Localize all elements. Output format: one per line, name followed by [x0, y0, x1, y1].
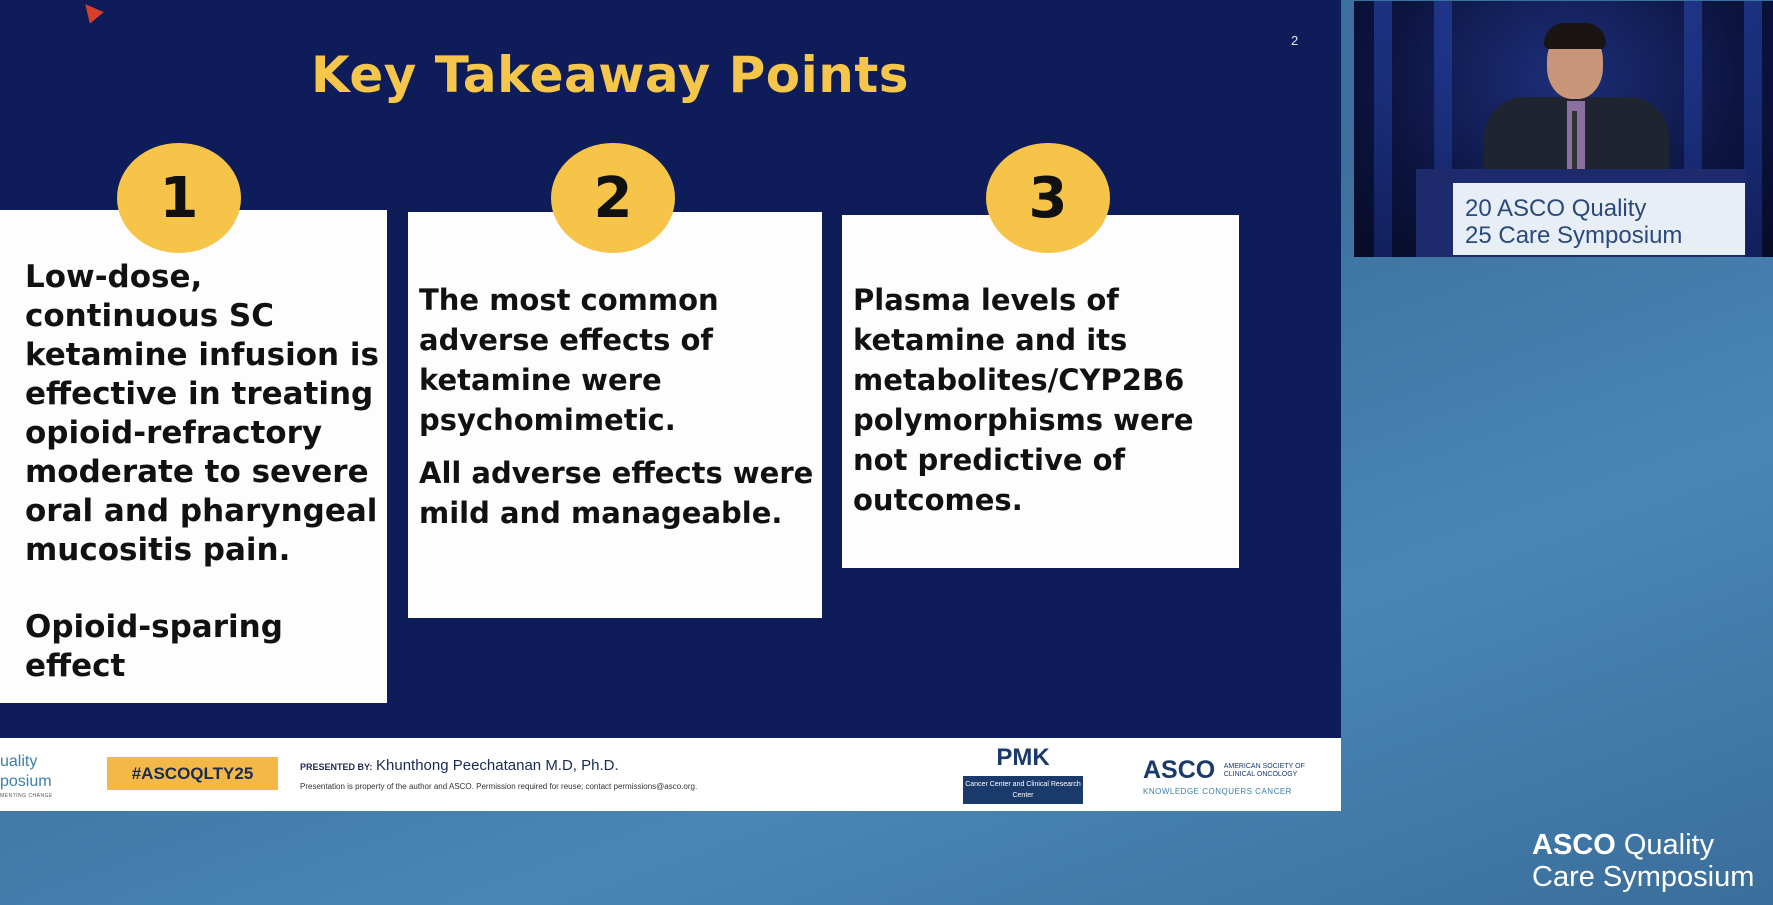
speaker-video-feed — [1354, 1, 1773, 257]
stage-light-stripe — [1744, 1, 1762, 257]
brand-line-1 — [1532, 829, 1754, 861]
slide-title: Key Takeaway Points — [310, 46, 910, 104]
takeaway-card-3-text — [853, 280, 1233, 520]
presented-by-label: PRESENTED BY: — [300, 762, 373, 772]
asco-wordmark: ASCO — [1143, 756, 1216, 784]
card-2-paragraph-2: All adverse effects were mild and manageable. — [419, 456, 814, 530]
logo-line-1: uality — [0, 753, 38, 770]
podium-sign — [1453, 183, 1745, 255]
number-badge-1: 1 — [117, 143, 241, 253]
podium-sign-line-1: 20 ASCO Quality — [1465, 195, 1647, 222]
brand-line-2: Care Symposium — [1532, 861, 1755, 893]
stage-light-stripe — [1374, 1, 1392, 257]
takeaway-card-1-text — [25, 258, 380, 686]
pmk-logo — [963, 744, 1083, 804]
speaker-hair — [1544, 23, 1606, 49]
card-3-paragraph-1: Plasma levels of ketamine and its metabolites/CYP2B6 polymorphisms were not predictive of outcomes. — [853, 283, 1194, 517]
card-1-paragraph-1: Low-dose, continuous SC ketamine infusion is effective in treating opioid-refractory moderate to severe oral and pharyngeal mucositis pain. — [25, 259, 379, 568]
quality-symposium-logo — [0, 752, 52, 792]
presenter-name: Khunthong Peechatanan M.D, Ph.D. — [376, 757, 619, 774]
logo-line-2: posium — [0, 773, 52, 790]
pmk-title: PMK — [996, 744, 1050, 771]
asco-motto: KNOWLEDGE CONQUERS CANCER — [1143, 787, 1292, 796]
takeaway-card-2-text — [419, 280, 819, 533]
slide-footer — [0, 738, 1341, 811]
slide-number: 2 — [1291, 33, 1299, 48]
logo-tagline: MENTING CHANGE — [0, 793, 53, 799]
number-badge-2: 2 — [551, 143, 675, 253]
card-2-paragraph-1: The most common adverse effects of ketamine were psychomimetic. — [419, 283, 719, 437]
hashtag-badge: #ASCOQLTY25 — [107, 757, 278, 790]
brand-asco: ASCO — [1532, 829, 1616, 861]
asco-society-name: AMERICAN SOCIETY OF CLINICAL ONCOLOGY — [1223, 762, 1305, 778]
podium-sign-text — [1465, 195, 1682, 249]
mouse-cursor-icon — [78, 0, 103, 24]
brand-quality: Quality — [1615, 829, 1715, 861]
asco-logo — [1143, 756, 1323, 796]
property-note: Presentation is property of the author and ASCO. Permission required for reuse; contact permissions@asco.org. — [300, 782, 698, 791]
asco-quality-care-symposium-brand — [1532, 829, 1754, 893]
number-badge-3: 3 — [986, 143, 1110, 253]
podium-sign-line-2: 25 Care Symposium — [1465, 222, 1683, 249]
pmk-subtitle: Cancer Center and Clinical Research Center — [963, 776, 1083, 804]
card-1-paragraph-2: Opioid-sparing effect — [25, 609, 283, 684]
